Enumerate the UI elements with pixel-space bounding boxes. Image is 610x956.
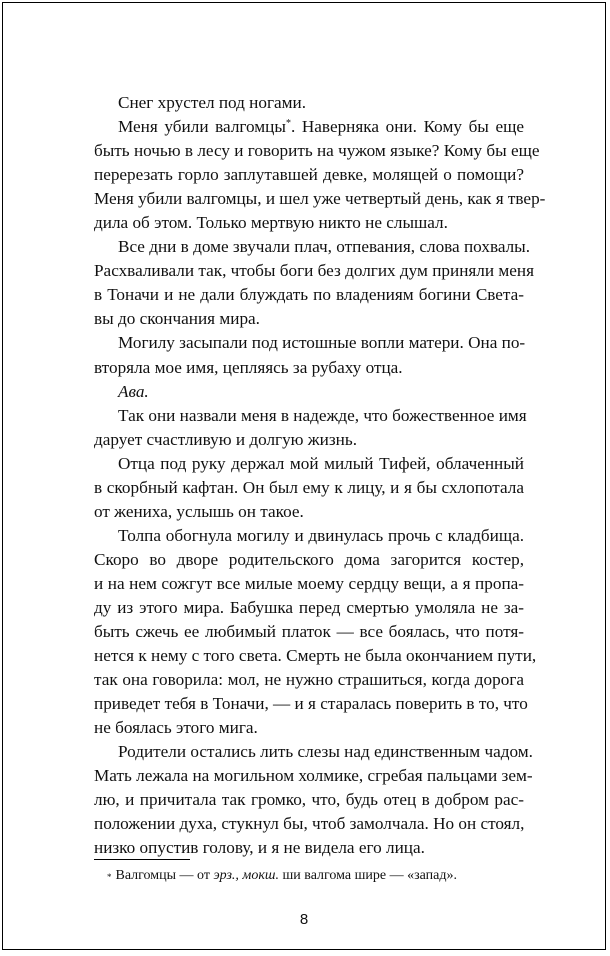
footnote-text-italic: эрз., мокш. (213, 868, 279, 883)
text-line: Скоро во дворе родительского дома загорится костер, (94, 549, 524, 569)
text-line: Отца под руку держал мой милый Тифей, облаченный (118, 453, 524, 473)
text-line: Так они назвали меня в надежде, что божественное имя (118, 405, 527, 425)
book-page (2, 2, 606, 950)
text-line: в Тоначи и не дали блуждать по владениям богини Света- (94, 285, 524, 305)
footnote (107, 867, 457, 885)
body-text (94, 91, 546, 861)
text-line: в скорбный кафтан. Он был ему к лицу, и я бы схлопотала (94, 477, 524, 497)
page-number: 8 (299, 911, 309, 928)
text-line: так она говорила: мол, не нужно страшиться, когда дорога (94, 670, 524, 690)
text-line: быть сжечь ее любимый платок — все боялась, что потя- (94, 622, 524, 642)
text-line: вы до скончания мира. (94, 309, 260, 329)
text-line: и на нем сожгут все милые моему сердцу вещи, а я пропа- (94, 573, 524, 593)
text-line: вторяла мое имя, цепляясь за рубаху отца. (94, 357, 403, 377)
text-line: перерезать горло заплутавшей девке, молящей о помощи? (94, 165, 524, 185)
text-line: Мать лежала на могильном холмике, сгребая пальцами зем- (94, 766, 533, 786)
text-line: нется к нему с того света. Смерть не была окончанием пути, (94, 646, 537, 666)
text-line: быть ночью в лесу и говорить на чужом языке? Кому бы еще (94, 141, 540, 161)
text-fragment: Меня убили валгомцы (118, 117, 286, 137)
text-line: положении духа, стукнул бы, чтоб замолчала. Но он стоял, (94, 814, 525, 834)
text-line: Все дни в доме звучали плач, отпевания, слова похвалы. (118, 237, 531, 257)
footnote-text: ши валгома шире — «запад». (279, 868, 458, 883)
text-line: Родители остались лить слезы над единственным чадом. (118, 742, 533, 762)
text-line: низко опустив голову, и я не видела его лица. (94, 838, 425, 858)
text-line: Меня убили валгомцы, и шел уже четвертый день, как я твер- (94, 189, 546, 209)
text-line: Толпа обогнула могилу и двинулась прочь с кладбища. (118, 525, 524, 545)
text-line: лю, и причитала так громко, что, будь отец в добром рас- (94, 790, 524, 810)
text-line: ду из этого мира. Бабушка перед смертью умоляла не за- (94, 597, 524, 617)
text-line: от жениха, услышь он такое. (94, 501, 304, 521)
text-line: Могилу засыпали под истошные вопли матери. Она по- (118, 333, 526, 353)
text-line: Расхваливали так, чтобы боги без долгих дум приняли меня (94, 261, 534, 281)
text-line: не боялась этого мига. (94, 718, 258, 738)
text-line: приведет тебя в Тоначи, — и я старалась поверить в то, что (94, 694, 528, 714)
text-line: Ава. (118, 381, 149, 401)
text-line (94, 115, 524, 139)
footnote-reference: * (285, 118, 291, 130)
footnote-text: Валгомцы — от (115, 868, 214, 883)
text-line: дарует счастливую и долгую жизнь. (94, 429, 358, 449)
text-fragment: . Наверняка они. Кому бы еще (290, 117, 524, 137)
footnote-mark: * (107, 872, 112, 882)
text-line: Снег хрустел под ногами. (118, 93, 307, 112)
text-line: дила об этом. Только мертвую никто не слышал. (94, 213, 448, 233)
footnote-divider (94, 859, 190, 860)
